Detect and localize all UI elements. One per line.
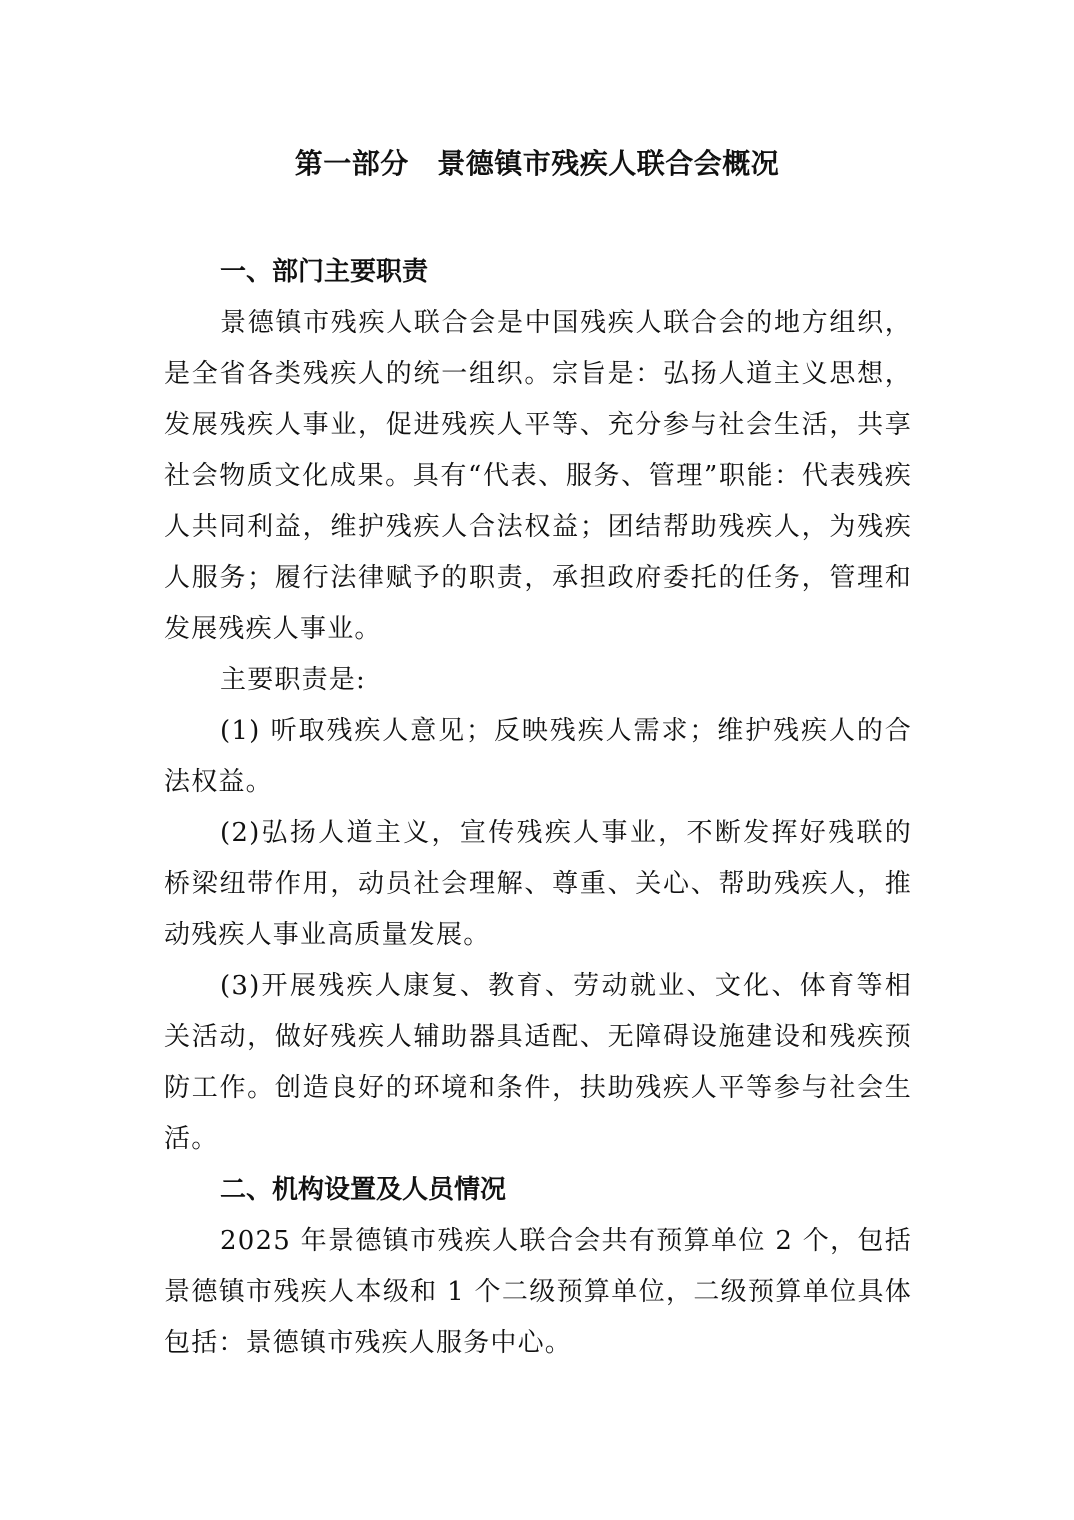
document-body xyxy=(164,247,912,1369)
paragraph-duty-2: (2)弘扬人道主义，宣传残疾人事业，不断发挥好残联的桥梁纽带作用，动员社会理解、尊重、关心、帮助残疾人，推动残疾人事业高质量发展。 xyxy=(164,818,912,950)
paragraph-intro: 景德镇市残疾人联合会是中国残疾人联合会的地方组织，是全省各类残疾人的统一组织。宗旨是：弘扬人道主义思想，发展残疾人事业，促进残疾人平等、充分参与社会生活，共享社会物质文化成果。具有“代表、服务、管理”职能：代表残疾人共同利益，维护残疾人合法权益；团结帮助残疾人，为残疾人服务；履行法律赋予的职责，承担政府委托的任务，管理和发展残疾人事业。 xyxy=(164,308,912,644)
page-title: 第一部分 景德镇市残疾人联合会概况 xyxy=(294,147,780,180)
paragraph-duties-lead: 主要职责是: xyxy=(220,665,366,695)
paragraph-duty-1: (1) 听取残疾人意见；反映残疾人需求；维护残疾人的合法权益。 xyxy=(164,716,912,797)
paragraph-duty-3: (3)开展残疾人康复、教育、劳动就业、文化、体育等相关活动，做好残疾人辅助器具适配、无障碍设施建设和残疾预防工作。创造良好的环境和条件，扶助残疾人平等参与社会生活。 xyxy=(164,971,912,1154)
section-heading-organization: 二、机构设置及人员情况 xyxy=(220,1175,507,1205)
paragraph-organization: 2025 年景德镇市残疾人联合会共有预算单位 2 个，包括景德镇市残疾人本级和 1 个二级预算单位，二级预算单位具体包括：景德镇市残疾人服务中心。 xyxy=(164,1226,912,1358)
section-heading-duties: 一、部门主要职责 xyxy=(220,257,429,287)
